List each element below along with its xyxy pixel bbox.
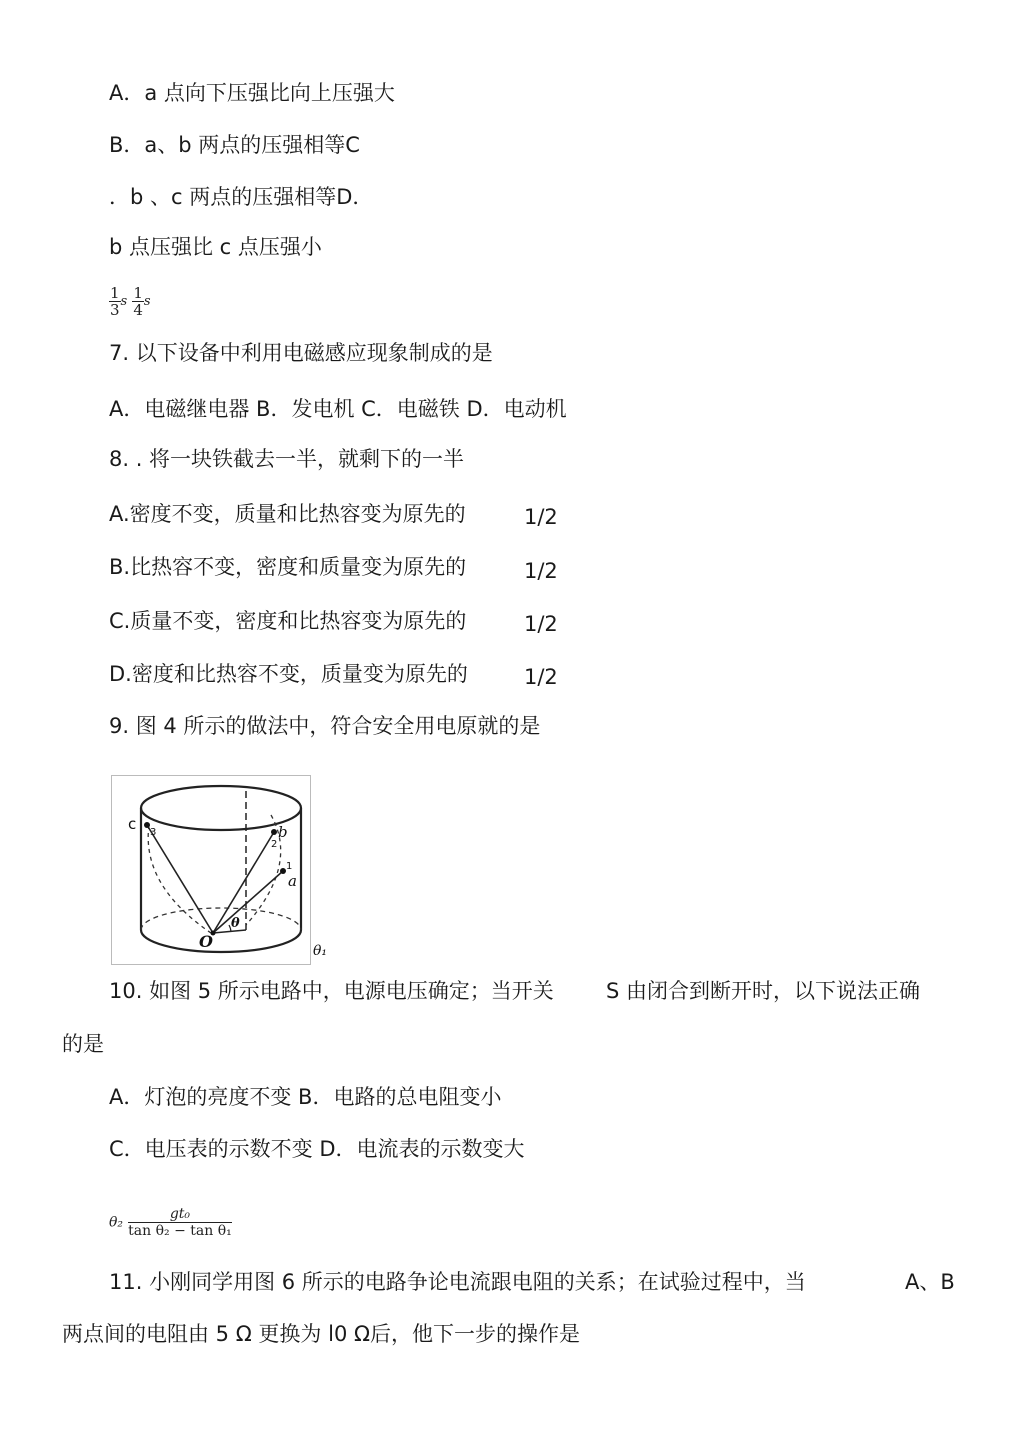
q9-stem: 9. 图 4 所示的做法中，符合安全用电原就的是	[109, 714, 541, 738]
q6-option-a: A．a 点向下压强比向上压强大	[109, 81, 395, 105]
label-o: O	[199, 932, 213, 951]
point-b	[271, 829, 277, 835]
q6-option-d: b 点压强比 c 点压强小	[109, 235, 322, 259]
stray-fraction-formula: $\frac{1}{3}$ s $\frac{1}{4}$ s	[110, 284, 151, 319]
q8-stem: 8. . 将一块铁截去一半，就剩下的一半	[109, 447, 465, 471]
q10-stem-part1: 10. 如图 5 所示电路中，电源电压确定；当开关	[109, 979, 554, 1003]
svg-text:1: 1	[286, 861, 293, 872]
q11-stem-part3: 两点间的电阻由 5 Ω 更换为 l0 Ω后，他下一步的操作是	[62, 1322, 581, 1346]
q8-option-c-value: 1/2	[524, 612, 558, 636]
q11-stem-part2: A、B	[905, 1270, 955, 1294]
q6-option-b: B．a、b 两点的压强相等C	[109, 133, 360, 157]
q11-stem-part1: 11. 小刚同学用图 6 所示的电路争论电流跟电阻的关系；在试验过程中，当	[109, 1270, 806, 1294]
q8-option-c: C.质量不变，密度和比热容变为原先的	[109, 609, 467, 633]
label-theta1: θ₁	[313, 943, 328, 959]
q8-option-b: B.比热容不变，密度和质量变为原先的	[109, 555, 467, 579]
q10-stem-part2: S 由闭合到断开时，以下说法正确	[606, 979, 921, 1003]
q10-options-cd: C．电压表的示数不变 D．电流表的示数变大	[109, 1137, 525, 1161]
q10-stem-part3: 的是	[62, 1032, 104, 1056]
label-theta: θ	[231, 916, 240, 931]
label-c: c	[128, 815, 137, 833]
q8-option-d: D.密度和比热容不变，质量变为原先的	[109, 662, 468, 686]
cylinder-diagram	[111, 775, 331, 965]
q8-option-b-value: 1/2	[524, 559, 558, 583]
label-a: a	[288, 872, 297, 890]
q7-options: A．电磁继电器 B．发电机 C．电磁铁 D．电动机	[109, 397, 567, 421]
q6-option-c: ．b 、c 两点的压强相等D．	[109, 185, 374, 209]
q7-stem: 7. 以下设备中利用电磁感应现象制成的是	[109, 341, 493, 365]
label-b: b	[278, 823, 288, 841]
svg-text:2: 2	[271, 839, 278, 850]
q8-option-d-value: 1/2	[524, 665, 558, 689]
q8-option-a-value: 1/2	[524, 505, 558, 529]
q10-options-ab: A．灯泡的亮度不变 B．电路的总电阻变小	[109, 1085, 502, 1109]
svg-text:3: 3	[150, 827, 157, 838]
stray-tan-formula: θ₂ $\frac{\text{gt₀}}{\text{tan θ₂ − tan θ₁}}$	[109, 1206, 232, 1239]
cylinder-figure	[111, 775, 331, 965]
q8-option-a: A.密度不变，质量和比热容变为原先的	[109, 502, 466, 526]
